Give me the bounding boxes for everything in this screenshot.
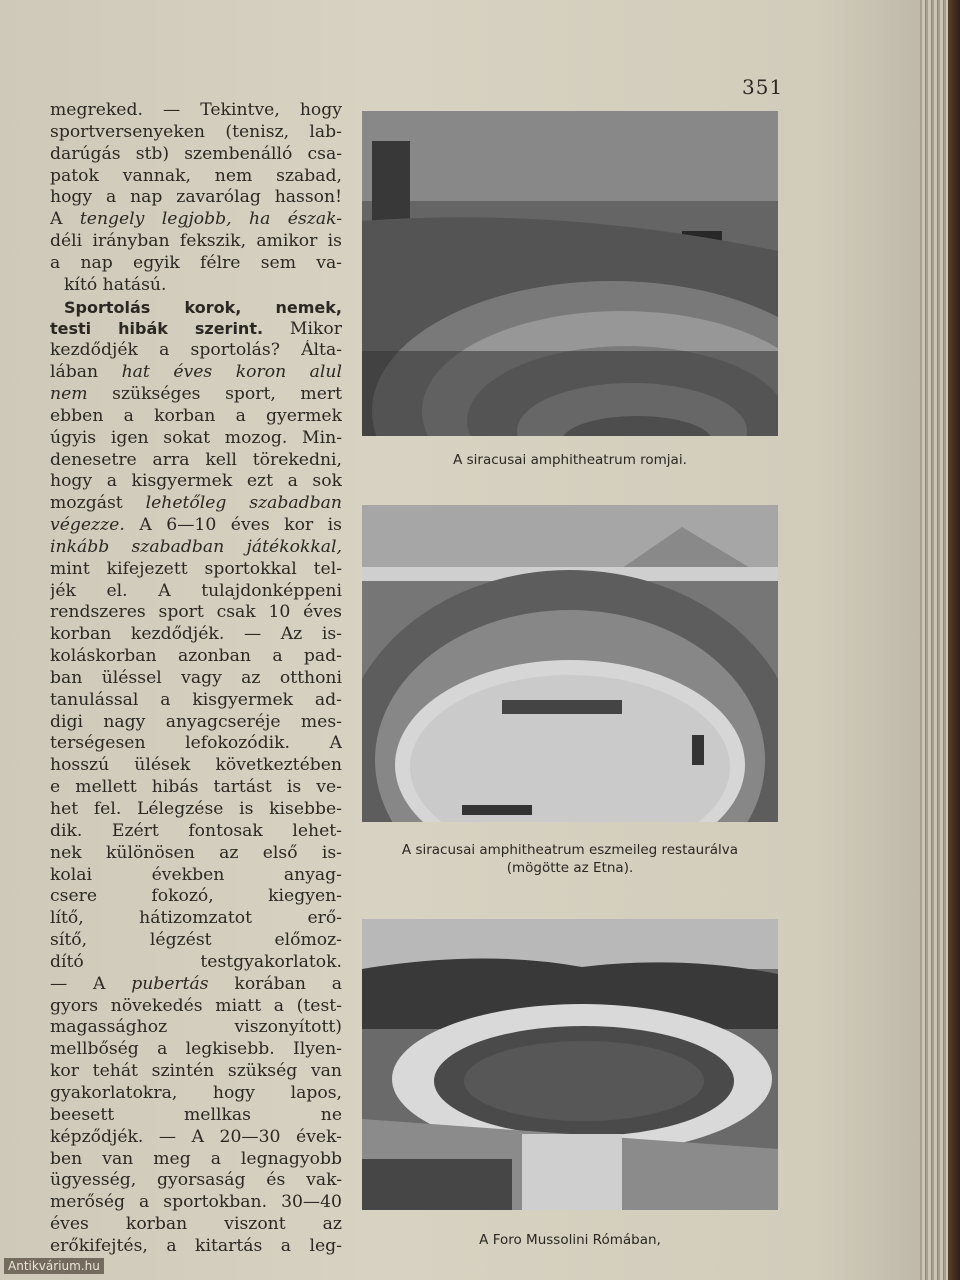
text-line: koláskorban azonban a pad- bbox=[50, 646, 342, 667]
text-line bbox=[50, 318, 342, 340]
text-line: erőkifejtés, a kitartás a leg- bbox=[50, 1235, 342, 1256]
text-line: dító testgyakorlatok. bbox=[50, 951, 342, 972]
text-line: nek különösen az első is- bbox=[50, 842, 342, 863]
text-fragment: lában bbox=[50, 362, 99, 383]
section-heading-cont: testi hibák szerint. bbox=[50, 319, 264, 339]
italic-term: tengely legjobb, ha észak- bbox=[79, 209, 342, 230]
text-line: megreked. — Tekintve, hogy bbox=[50, 100, 342, 120]
text-line: déli irányban fekszik, amikor is bbox=[50, 231, 342, 252]
text-line: magassághoz viszonyított) bbox=[50, 1017, 342, 1038]
book-spine bbox=[948, 0, 960, 1280]
text-line: gyakorlatokra, hogy lapos, bbox=[50, 1082, 342, 1103]
text-line bbox=[50, 384, 342, 406]
text-fragment: Mikor bbox=[289, 319, 342, 340]
text-line: sportversenyeken (tenisz, lab- bbox=[50, 121, 342, 142]
text-line: sítő, légzést előmoz- bbox=[50, 930, 342, 951]
text-line: rendszeres sport csak 10 éves bbox=[50, 602, 342, 623]
text-fragment: A 6—10 éves kor is bbox=[139, 515, 342, 536]
text-line: ebben a korban a gyermek bbox=[50, 405, 342, 426]
text-line: e mellett hibás tartást is ve- bbox=[50, 777, 342, 798]
text-line: hosszú ülések következtében bbox=[50, 755, 342, 776]
italic-term: lehetőleg szabadban bbox=[145, 493, 342, 514]
amphitheatre-ruins-photo bbox=[362, 111, 778, 436]
watermark: Antikvárium.hu bbox=[4, 1258, 104, 1274]
text-fragment: korában a bbox=[234, 973, 342, 994]
text-fragment: — A bbox=[50, 973, 106, 994]
caption-line-2: (mögötte az Etna). bbox=[506, 860, 634, 876]
text-line: dik. Ezért fontosak lehet- bbox=[50, 820, 342, 841]
text-line: denesetre arra kell törekedni, bbox=[50, 449, 342, 470]
text-line: korban kezdődjék. — Az is- bbox=[50, 624, 342, 645]
italic-term: hat éves koron alul bbox=[121, 362, 342, 383]
text-line: úgyis igen sokat mozog. Min- bbox=[50, 427, 342, 448]
italic-term: pubertás bbox=[131, 973, 209, 994]
text-line bbox=[50, 537, 342, 559]
text-line: jék el. A tulajdonképpeni bbox=[50, 580, 342, 601]
body-text-column bbox=[50, 100, 342, 1258]
text-line: hogy a kisgyermek ezt a sok bbox=[50, 471, 342, 492]
text-line: kolai években anyag- bbox=[50, 864, 342, 885]
text-line: mellbőség a legkisebb. Ilyen- bbox=[50, 1039, 342, 1060]
text-line: a nap egyik félre sem va- bbox=[50, 252, 342, 273]
text-line: tanulással a kisgyermek ad- bbox=[50, 689, 342, 710]
text-line: patok vannak, nem szabad, bbox=[50, 165, 342, 186]
text-line: kító hatású. bbox=[64, 274, 167, 295]
text-line bbox=[50, 362, 342, 384]
text-line: képződjék. — A 20—30 évek- bbox=[50, 1126, 342, 1147]
text-line: beesett mellkas ne bbox=[50, 1104, 342, 1125]
text-line: ban üléssel vagy az otthoni bbox=[50, 667, 342, 688]
text-line: mint kifejezett sportokkal tel- bbox=[50, 558, 342, 579]
section-heading: Sportolás korok, nemek, bbox=[64, 297, 342, 317]
text-line: merőség a sportokban. 30—40 bbox=[50, 1192, 342, 1213]
text-line: csere fokozó, kiegyen- bbox=[50, 886, 342, 907]
figure-caption: A Foro Mussolini Rómában, bbox=[479, 1232, 661, 1248]
text-line: darúgás stb) szembenálló csa- bbox=[50, 143, 342, 164]
italic-term: végezze. bbox=[50, 515, 125, 536]
caption-line-1: A siracusai amphitheatrum eszmeileg restaurálva bbox=[401, 842, 739, 858]
text-line: het fel. Lélegzése is kisebbe- bbox=[50, 799, 342, 819]
text-line: kezdődjék a sportolás? Álta- bbox=[50, 340, 342, 361]
text-fragment: szükséges sport, mert bbox=[112, 383, 342, 404]
text-line bbox=[50, 974, 342, 996]
text-line: lítő, hátizomzatot erő- bbox=[50, 908, 342, 929]
text-line: kor tehát szintén szükség van bbox=[50, 1061, 342, 1082]
italic-term: inkább szabadban játékokkal, bbox=[50, 536, 342, 557]
page-number: 351 bbox=[742, 75, 784, 99]
text-line bbox=[50, 515, 342, 537]
figure-caption: A siracusai amphitheatrum romjai. bbox=[453, 452, 687, 468]
text-line: ben van meg a legnagyobb bbox=[50, 1148, 342, 1169]
text-line bbox=[50, 209, 342, 231]
figure-caption bbox=[362, 841, 778, 877]
text-fragment: A bbox=[50, 209, 63, 230]
italic-term: nem bbox=[50, 383, 88, 404]
text-line: éves korban viszont az bbox=[50, 1214, 342, 1235]
text-line: gyors növekedés miatt a (test- bbox=[50, 995, 342, 1016]
stadium-photo bbox=[362, 919, 778, 1210]
text-line: terségesen lefokozódik. A bbox=[50, 733, 342, 754]
text-line: hogy a nap zavarólag hasson! bbox=[50, 187, 342, 208]
text-line bbox=[50, 493, 342, 515]
text-line: digi nagy anyagcseréje mes- bbox=[50, 711, 342, 732]
text-line: ügyesség, gyorsaság és vak- bbox=[50, 1170, 342, 1191]
text-fragment: mozgást bbox=[50, 493, 123, 514]
amphitheatre-restored-illustration bbox=[362, 505, 778, 822]
